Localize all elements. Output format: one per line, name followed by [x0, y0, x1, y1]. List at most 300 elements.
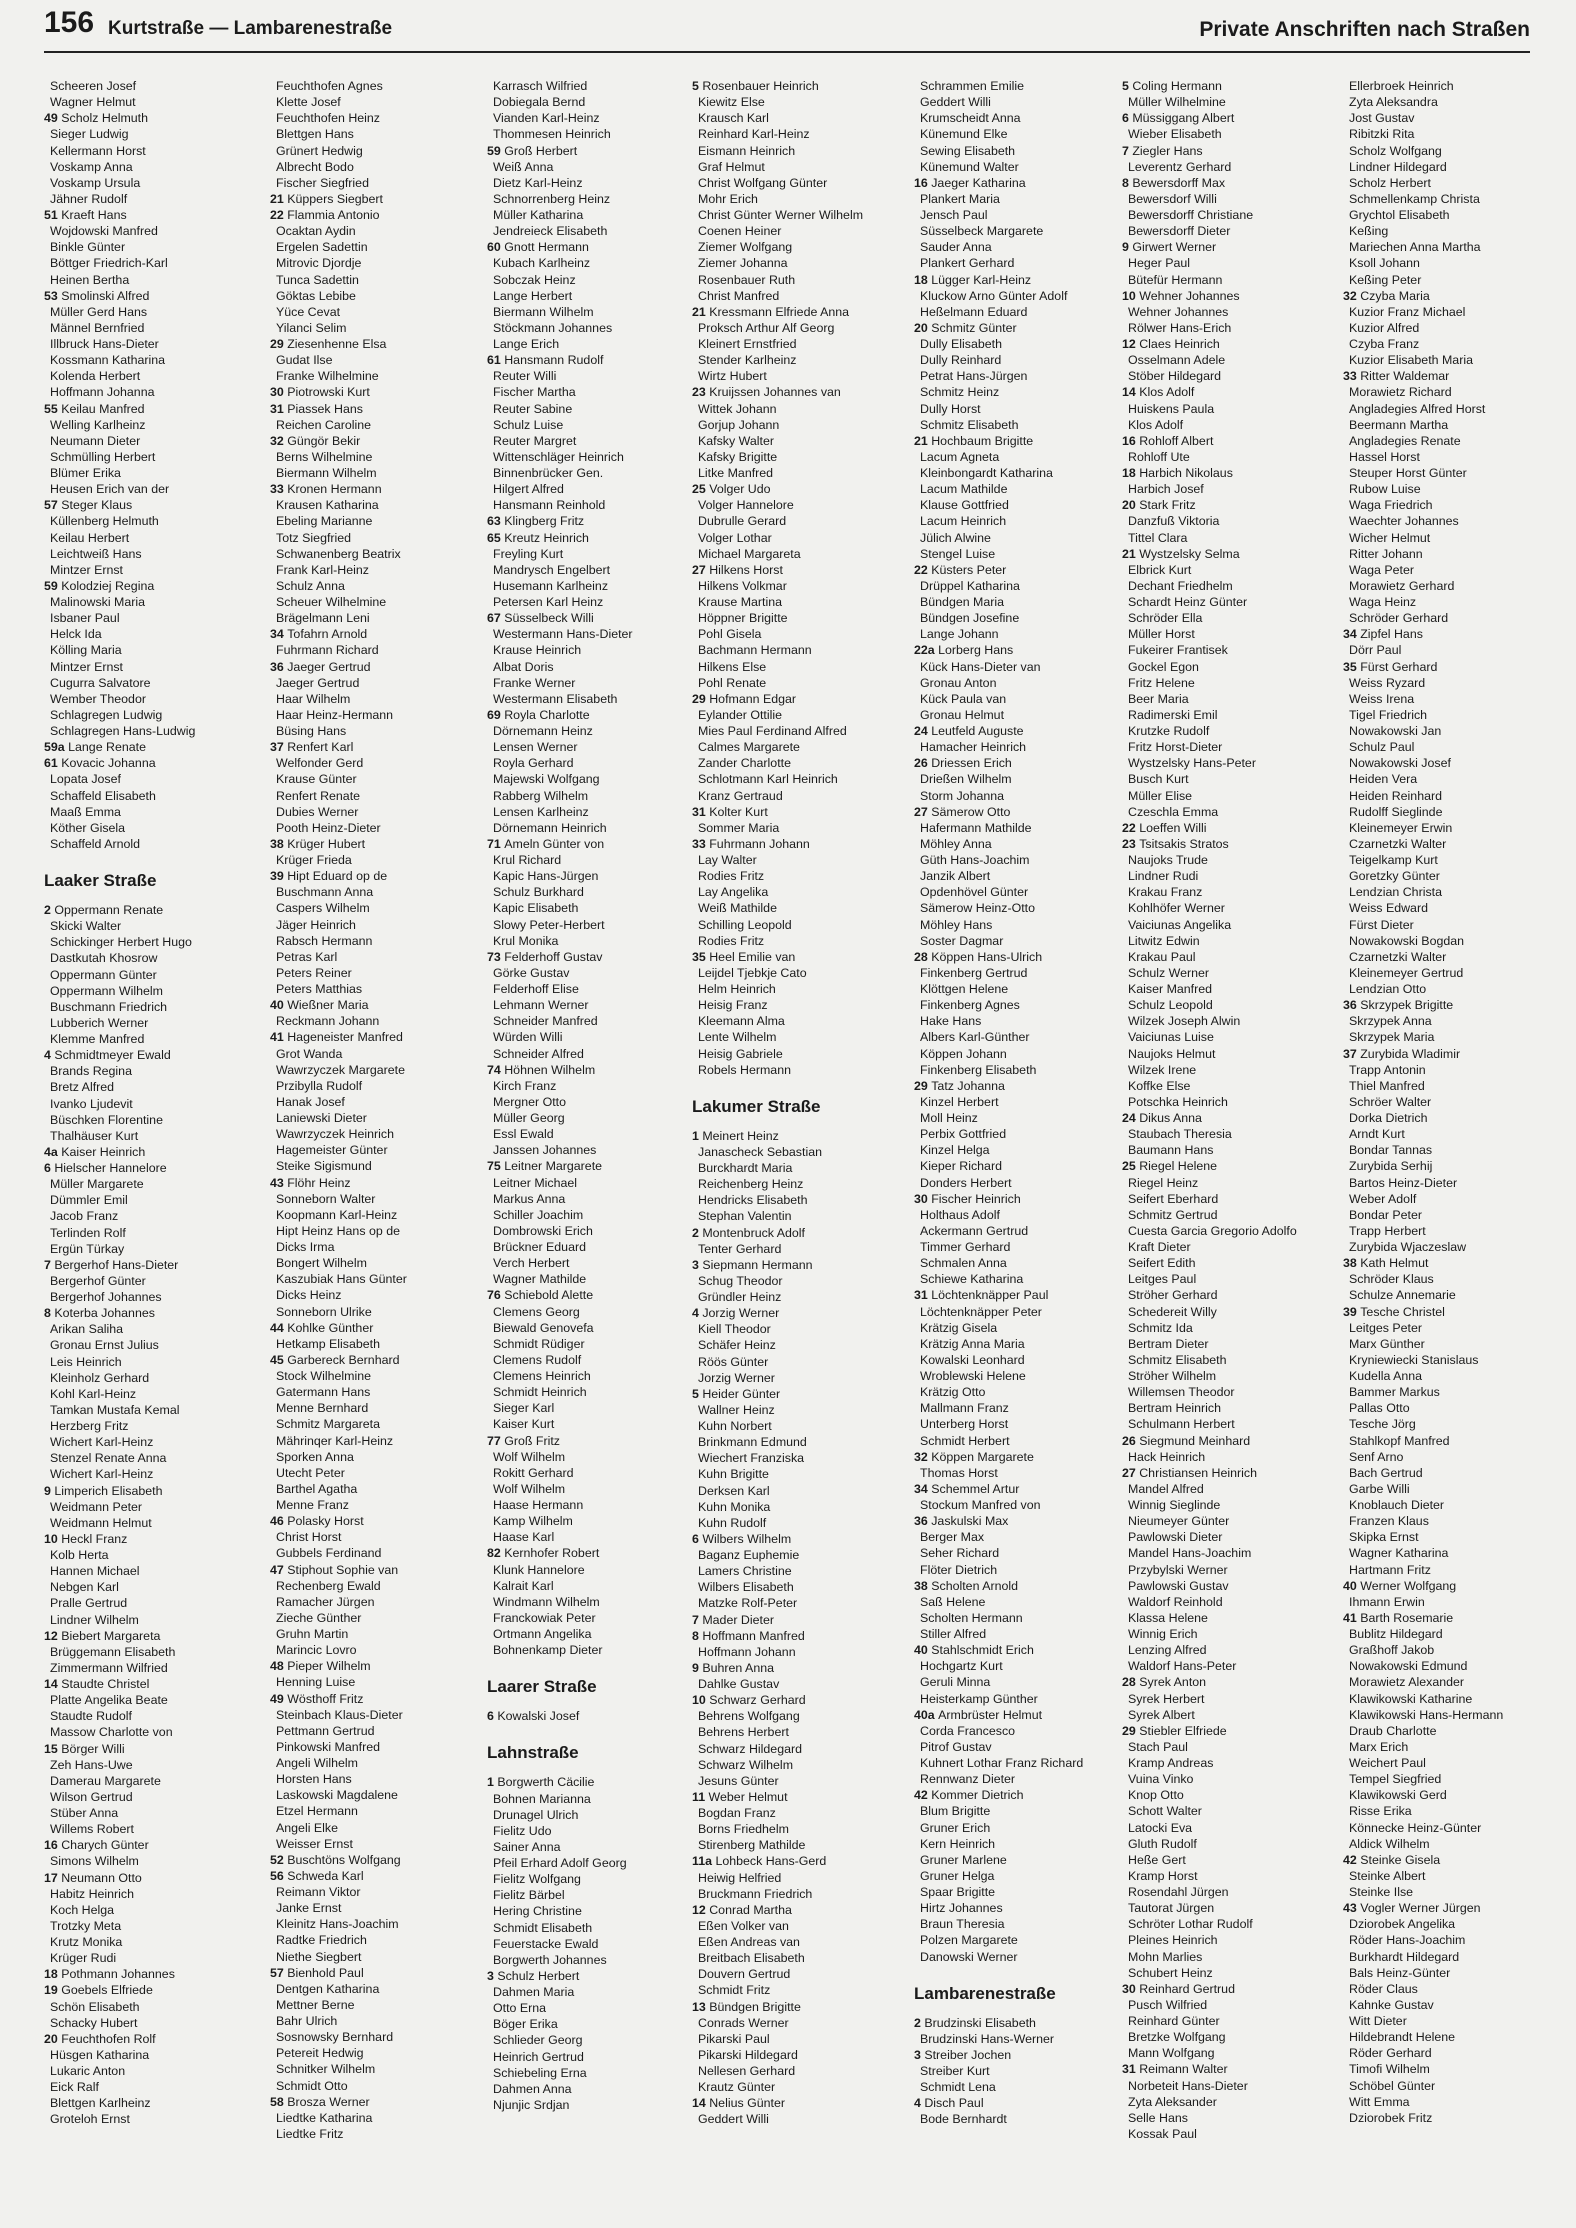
resident-entry — [44, 1789, 258, 1805]
resident-name: Reimann Walter — [1139, 2062, 1228, 2077]
resident-entry — [270, 691, 484, 707]
resident-entry — [1343, 110, 1557, 126]
house-number: 16 — [914, 175, 932, 190]
resident-entry — [487, 917, 701, 933]
resident-entry — [1122, 659, 1336, 675]
resident-entry — [487, 707, 701, 723]
resident-entry — [1343, 675, 1557, 691]
resident-name: Künemund Elke — [920, 127, 1008, 142]
house-number: 34 — [270, 627, 288, 642]
resident-entry — [44, 1499, 258, 1515]
resident-entry — [44, 1031, 258, 1047]
resident-entry — [1122, 836, 1336, 852]
resident-entry — [44, 1547, 258, 1563]
house-number: 3 — [914, 2047, 925, 2062]
resident-entry — [44, 401, 258, 417]
resident-name: Borgwerth Johannes — [493, 1952, 607, 1967]
resident-name: Bütefür Hermann — [1128, 272, 1223, 287]
resident-entry — [1122, 626, 1336, 642]
resident-entry — [487, 836, 701, 852]
resident-entry — [487, 1110, 701, 1126]
resident-entry — [914, 143, 1128, 159]
resident-name: Drüppel Katharina — [920, 578, 1020, 593]
resident-name: Wagner Katharina — [1349, 1546, 1449, 1561]
resident-entry — [692, 917, 906, 933]
resident-name: Schwarz Gerhard — [709, 1693, 806, 1708]
resident-entry — [270, 336, 484, 352]
resident-entry — [1343, 1368, 1557, 1384]
resident-name: Winnig Sieglinde — [1128, 1498, 1221, 1512]
resident-entry — [270, 755, 484, 771]
resident-entry — [44, 739, 258, 755]
resident-entry — [44, 691, 258, 707]
resident-name: Bewersdorff Christiane — [1128, 208, 1254, 222]
resident-name: Mintzer Ernst — [50, 562, 123, 577]
resident-entry — [914, 1529, 1128, 1545]
resident-entry — [692, 1029, 906, 1045]
resident-name: Löchtenknäpper Paul — [931, 1288, 1049, 1303]
resident-entry — [1122, 981, 1336, 997]
resident-entry — [44, 1112, 258, 1128]
resident-name: Kohlke Günther — [287, 1320, 374, 1335]
resident-name: Lendzian Christa — [1349, 885, 1442, 900]
resident-name: Danowski Werner — [920, 1949, 1018, 1964]
resident-entry — [1122, 1529, 1336, 1545]
resident-name: Vogler Werner Jürgen — [1360, 1901, 1481, 1916]
column-5 — [914, 78, 1128, 2128]
resident-name: Leijdel Tjebkje Cato — [698, 965, 807, 980]
resident-name: Schiller Joachim — [493, 1207, 584, 1222]
resident-name: Scholten Arnold — [931, 1578, 1019, 1593]
resident-name: Polasky Horst — [287, 1514, 364, 1529]
resident-name: Schmitz Heinz — [920, 385, 1000, 400]
resident-entry — [1122, 1545, 1336, 1561]
resident-name: Lensen Werner — [493, 740, 578, 755]
resident-name: Kolodziej Regina — [61, 578, 155, 593]
resident-entry — [1122, 610, 1336, 626]
resident-name: Finkenberg Gertrud — [920, 965, 1028, 980]
resident-entry — [1343, 788, 1557, 804]
resident-entry — [44, 1966, 258, 1982]
resident-entry — [44, 1386, 258, 1402]
resident-name: Kück Hans-Dieter van — [920, 659, 1041, 674]
resident-name: Maaß Emma — [50, 804, 121, 819]
resident-entry — [487, 820, 701, 836]
resident-entry — [1343, 691, 1557, 707]
resident-entry — [270, 1175, 484, 1191]
resident-entry — [1343, 1481, 1557, 1497]
resident-name: Totz Siegfried — [276, 530, 352, 545]
resident-name: Unterberg Horst — [920, 1417, 1009, 1432]
house-number: 22 — [914, 562, 932, 577]
resident-entry — [44, 1176, 258, 1192]
resident-entry — [1343, 933, 1557, 949]
resident-entry — [692, 804, 906, 820]
resident-entry — [270, 610, 484, 626]
resident-name: Renfert Renate — [276, 788, 361, 803]
column-1 — [44, 78, 258, 2128]
resident-name: Streiber Jochen — [924, 2047, 1012, 2062]
resident-entry — [1343, 1191, 1557, 1207]
resident-entry — [1343, 1416, 1557, 1432]
resident-name: Krumscheidt Anna — [920, 111, 1021, 126]
resident-entry — [270, 1916, 484, 1932]
resident-name: Dully Elisabeth — [920, 337, 1002, 351]
resident-name: Hansmann Reinhold — [493, 498, 606, 513]
resident-name: Schmidt Elisabeth — [493, 1920, 593, 1935]
resident-name: Bruckmann Friedrich — [698, 1886, 813, 1901]
resident-entry — [914, 175, 1128, 191]
resident-name: Männel Bernfried — [50, 320, 145, 335]
resident-entry — [487, 1062, 701, 1078]
house-number: 17 — [44, 1870, 62, 1885]
resident-name: Utecht Peter — [276, 1465, 345, 1480]
resident-entry — [270, 2061, 484, 2077]
resident-entry — [914, 933, 1128, 949]
resident-name: Volger Udo — [709, 482, 771, 497]
resident-entry — [1343, 739, 1557, 755]
resident-entry — [44, 1515, 258, 1531]
resident-name: Steinbach Klaus-Dieter — [276, 1707, 403, 1722]
resident-name: Werner Wolfgang — [1360, 1578, 1457, 1593]
resident-entry — [270, 1368, 484, 1384]
resident-name: Groß Fritz — [504, 1433, 560, 1448]
house-number: 27 — [1122, 1465, 1140, 1480]
resident-name: Groß Herbert — [504, 143, 578, 158]
resident-name: Etzel Hermann — [276, 1804, 358, 1819]
resident-name: Wroblewski Helene — [920, 1369, 1026, 1383]
resident-name: Heckl Franz — [61, 1531, 128, 1546]
resident-entry — [692, 1305, 906, 1321]
house-number: 2 — [914, 2015, 925, 2030]
resident-entry — [914, 1336, 1128, 1352]
resident-name: Wolf Wilhelm — [493, 1481, 566, 1496]
resident-entry — [1122, 884, 1336, 900]
resident-entry — [1343, 175, 1557, 191]
resident-name: Lay Walter — [698, 853, 757, 867]
resident-entry — [914, 804, 1128, 820]
resident-entry — [44, 1192, 258, 1208]
house-number: 76 — [487, 1288, 505, 1303]
resident-name: Lehmann Werner — [493, 998, 589, 1013]
resident-name: Isbaner Paul — [50, 611, 120, 626]
resident-entry — [270, 1336, 484, 1352]
resident-name: Krakau Franz — [1128, 885, 1203, 900]
resident-name: Ihmann Erwin — [1349, 1594, 1425, 1609]
resident-entry — [914, 239, 1128, 255]
resident-name: Brüggemann Elisabeth — [50, 1644, 176, 1659]
resident-name: Malinowski Maria — [50, 595, 146, 609]
resident-name: Kleinemeyer Gertrud — [1349, 965, 1464, 980]
resident-name: Lange Renate — [68, 740, 146, 755]
resident-entry — [270, 110, 484, 126]
resident-entry — [44, 1628, 258, 1644]
resident-entry — [1122, 1900, 1336, 1916]
resident-entry — [487, 497, 701, 513]
house-number: 6 — [44, 1161, 55, 1175]
resident-entry — [44, 1321, 258, 1337]
resident-name: Kiell Theodor — [698, 1322, 771, 1337]
resident-entry — [914, 1239, 1128, 1255]
resident-name: Trapp Herbert — [1349, 1223, 1426, 1238]
resident-entry — [487, 594, 701, 610]
resident-entry — [914, 159, 1128, 175]
resident-name: Knop Otto — [1128, 1788, 1184, 1803]
resident-name: Bondar Peter — [1349, 1207, 1423, 1222]
resident-entry — [1343, 1997, 1557, 2013]
resident-entry — [914, 465, 1128, 481]
resident-name: Rodies Fritz — [698, 933, 765, 948]
resident-name: Ocaktan Aydin — [276, 224, 356, 239]
resident-name: Kirch Franz — [493, 1078, 557, 1093]
resident-name: Wichert Karl-Heinz — [50, 1435, 154, 1450]
resident-entry — [1122, 159, 1336, 175]
resident-name: Feuerstacke Ewald — [493, 1936, 599, 1951]
resident-name: Harbich Nikolaus — [1139, 466, 1233, 480]
page-number: 156 — [44, 6, 95, 39]
resident-entry — [914, 1352, 1128, 1368]
resident-entry — [270, 288, 484, 304]
house-number: 5 — [1122, 79, 1133, 93]
resident-name: Ergelen Sadettin — [276, 240, 368, 255]
resident-name: Sewing Elisabeth — [920, 143, 1016, 158]
resident-name: Blümer Erika — [50, 466, 121, 480]
resident-name: Berger Max — [920, 1530, 985, 1545]
resident-entry — [44, 1402, 258, 1418]
resident-entry — [1343, 1642, 1557, 1658]
resident-entry — [270, 2013, 484, 2029]
resident-name: Brosza Werner — [287, 2094, 370, 2109]
resident-entry — [270, 1013, 484, 1029]
resident-name: Kernhofer Robert — [504, 1546, 600, 1561]
resident-entry — [487, 1984, 701, 2000]
resident-name: Wehner Johannes — [1128, 304, 1229, 319]
resident-entry — [692, 1241, 906, 1257]
resident-entry — [914, 2031, 1128, 2047]
resident-entry — [270, 1481, 484, 1497]
resident-entry — [270, 546, 484, 562]
resident-entry — [487, 1839, 701, 1855]
resident-entry — [1122, 1271, 1336, 1287]
resident-name: Matzke Rolf-Peter — [698, 1596, 798, 1611]
resident-entry — [1343, 497, 1557, 513]
resident-entry — [1343, 1691, 1557, 1707]
resident-name: Heße Gert — [1128, 1852, 1186, 1867]
resident-entry — [692, 1354, 906, 1370]
house-number: 18 — [914, 272, 932, 287]
resident-name: Müller Georg — [493, 1111, 565, 1125]
resident-entry — [270, 1255, 484, 1271]
resident-name: Sosnowsky Bernhard — [276, 2030, 394, 2045]
resident-name: Jäger Heinrich — [276, 917, 356, 932]
resident-entry — [692, 1321, 906, 1337]
resident-entry — [914, 1142, 1128, 1158]
resident-entry — [692, 1724, 906, 1740]
resident-entry — [487, 1013, 701, 1029]
resident-name: Kruijssen Johannes van — [709, 385, 841, 400]
resident-name: Windmann Wilhelm — [493, 1594, 600, 1609]
resident-name: Voskamp Ursula — [50, 175, 141, 190]
resident-name: Nowakowski Jan — [1349, 724, 1442, 738]
resident-name: Kramp Andreas — [1128, 1756, 1214, 1770]
resident-name: Schröter Lothar Rudolf — [1128, 1917, 1253, 1932]
resident-name: Scheeren Josef — [50, 79, 137, 93]
resident-name: Zyta Aleksander — [1128, 2094, 1217, 2109]
resident-name: Kolter Kurt — [709, 804, 768, 819]
resident-entry — [270, 1142, 484, 1158]
house-number: 28 — [914, 949, 932, 964]
resident-entry — [270, 1755, 484, 1771]
resident-name: Kaiser Kurt — [493, 1417, 555, 1432]
resident-entry — [692, 933, 906, 949]
resident-entry — [44, 707, 258, 723]
resident-name: Peters Reiner — [276, 965, 352, 980]
resident-name: Tenter Gerhard — [698, 1241, 782, 1256]
resident-name: Eismann Heinrich — [698, 143, 796, 158]
house-number: 77 — [487, 1433, 505, 1448]
resident-entry — [270, 320, 484, 336]
resident-name: Petrat Hans-Jürgen — [920, 369, 1028, 384]
resident-entry — [270, 578, 484, 594]
resident-entry — [44, 836, 258, 852]
resident-name: Willems Robert — [50, 1822, 134, 1837]
resident-entry — [44, 1918, 258, 1934]
resident-entry — [1122, 1594, 1336, 1610]
resident-entry — [270, 126, 484, 142]
resident-entry — [1122, 1352, 1336, 1368]
resident-entry — [1122, 1449, 1336, 1465]
resident-entry — [914, 900, 1128, 916]
resident-entry — [270, 1787, 484, 1803]
resident-name: Hipt Eduard op de — [287, 869, 388, 884]
resident-entry — [1343, 191, 1557, 207]
house-number: 7 — [44, 1257, 55, 1272]
resident-entry — [1122, 1820, 1336, 1836]
column-2 — [270, 78, 484, 2142]
resident-entry — [270, 1852, 484, 1868]
resident-entry — [1343, 1787, 1557, 1803]
resident-name: Eßen Andreas van — [698, 1935, 800, 1949]
resident-entry — [692, 1821, 906, 1837]
resident-entry — [914, 2095, 1128, 2111]
resident-entry — [914, 94, 1128, 110]
resident-name: Essl Ewald — [493, 1127, 554, 1142]
resident-name: Graf Helmut — [698, 159, 765, 174]
resident-entry — [914, 2015, 1128, 2031]
resident-entry — [487, 1807, 701, 1823]
resident-name: Rohloff Albert — [1139, 433, 1214, 448]
resident-name: Leitges Paul — [1128, 1272, 1197, 1287]
resident-entry — [1122, 868, 1336, 884]
resident-name: Pallas Otto — [1349, 1401, 1410, 1416]
resident-name: Schulz Luise — [493, 417, 564, 432]
resident-entry — [1122, 2013, 1336, 2029]
resident-name: Draub Charlotte — [1349, 1723, 1437, 1738]
resident-entry — [270, 1158, 484, 1174]
resident-entry — [1343, 417, 1557, 433]
resident-entry — [270, 820, 484, 836]
resident-entry — [692, 965, 906, 981]
resident-name: Schmitz Gertrud — [1128, 1207, 1218, 1222]
resident-name: Mies Paul Ferdinand Alfred — [698, 724, 847, 738]
resident-entry — [270, 1110, 484, 1126]
resident-entry — [1343, 1836, 1557, 1852]
resident-entry — [692, 642, 906, 658]
house-number: 53 — [44, 288, 62, 303]
resident-name: Haar Heinz-Hermann — [276, 707, 394, 722]
house-number: 43 — [270, 1175, 288, 1190]
resident-entry — [1343, 981, 1557, 997]
resident-entry — [270, 497, 484, 513]
resident-entry — [44, 1886, 258, 1902]
resident-entry — [44, 1853, 258, 1869]
resident-name: Lohbeck Hans-Gerd — [715, 1854, 827, 1869]
resident-entry — [270, 1739, 484, 1755]
resident-name: Schott Walter — [1128, 1804, 1202, 1819]
resident-entry — [692, 481, 906, 497]
resident-name: Wirtz Hubert — [698, 369, 767, 384]
house-number: 49 — [270, 1691, 288, 1706]
resident-name: Küllenberg Helmuth — [50, 514, 159, 529]
resident-name: Kuhn Rudolf — [698, 1515, 767, 1530]
resident-name: Przybylski Werner — [1128, 1562, 1228, 1577]
resident-name: Mann Wolfgang — [1128, 2046, 1215, 2061]
resident-entry — [914, 1497, 1128, 1513]
resident-entry — [44, 110, 258, 126]
resident-name: Ergün Türkay — [50, 1241, 125, 1256]
resident-entry — [44, 191, 258, 207]
resident-entry — [487, 159, 701, 175]
resident-name: Angeli Wilhelm — [276, 1756, 358, 1770]
resident-entry — [1343, 304, 1557, 320]
resident-name: Gronau Ernst Julius — [50, 1338, 159, 1353]
resident-entry — [1122, 465, 1336, 481]
resident-entry — [1343, 1094, 1557, 1110]
resident-entry — [270, 1126, 484, 1142]
resident-entry — [270, 1932, 484, 1948]
resident-entry — [270, 2029, 484, 2045]
house-number: 1 — [487, 1775, 498, 1790]
resident-entry — [270, 1433, 484, 1449]
resident-entry — [692, 1837, 906, 1853]
resident-entry — [270, 965, 484, 981]
resident-name: Waechter Johannes — [1349, 514, 1459, 529]
resident-name: Jaeger Gertrud — [276, 675, 360, 690]
resident-name: Schmalen Anna — [920, 1256, 1007, 1271]
resident-name: Elbrick Kurt — [1128, 562, 1192, 577]
resident-name: Seifert Edith — [1128, 1256, 1196, 1271]
resident-name: Kuzior Franz Michael — [1349, 304, 1466, 319]
resident-entry — [914, 78, 1128, 94]
resident-name: Krätzig Anna Maria — [920, 1336, 1025, 1351]
resident-name: Beermann Martha — [1349, 417, 1449, 432]
resident-entry — [1122, 417, 1336, 433]
resident-entry — [1122, 1304, 1336, 1320]
resident-name: Ritter Waldemar — [1360, 369, 1450, 384]
resident-entry — [270, 1078, 484, 1094]
resident-entry — [1122, 2078, 1336, 2094]
resident-name: Schmidt Heinrich — [493, 1385, 587, 1400]
house-number: 34 — [914, 1481, 932, 1496]
column-6 — [1122, 78, 1336, 2142]
resident-name: Leitner Margarete — [504, 1159, 603, 1174]
resident-entry — [270, 433, 484, 449]
resident-entry — [692, 788, 906, 804]
house-number: 20 — [1122, 498, 1140, 513]
resident-entry — [270, 530, 484, 546]
resident-entry — [1343, 1755, 1557, 1771]
resident-name: Kohl Karl-Heinz — [50, 1386, 137, 1401]
